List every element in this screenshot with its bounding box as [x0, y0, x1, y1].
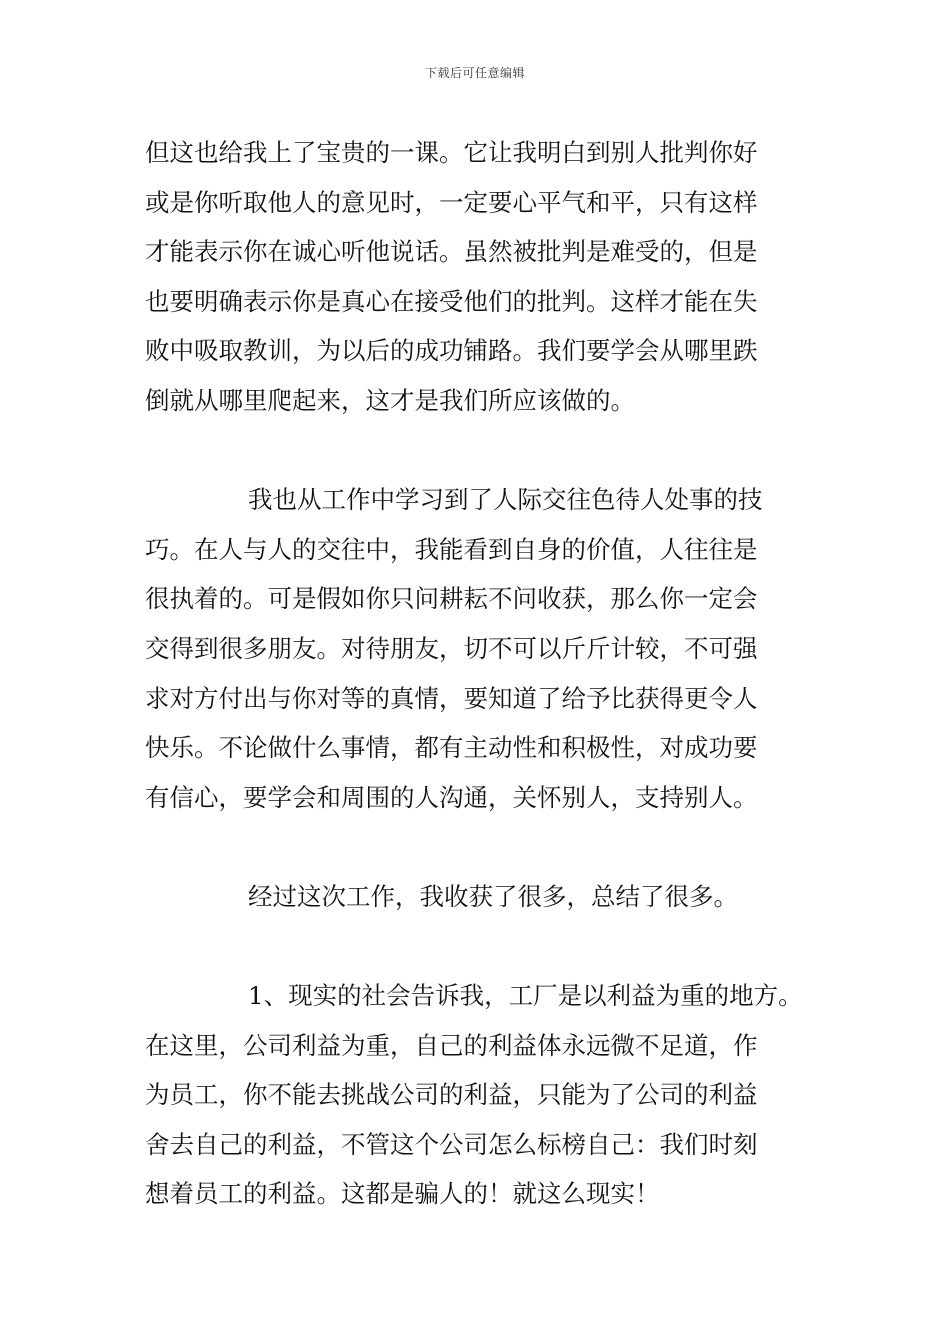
text-line: 1、现实的社会告诉我，工厂是以利益为重的地方。 — [248, 981, 803, 1011]
text-line: 舍去自己的利益，不管这个公司怎么标榜自己：我们时刻 — [145, 1129, 758, 1159]
paragraph-gap — [145, 426, 810, 476]
paragraph-4 — [145, 971, 810, 1219]
paragraph-gap — [145, 822, 810, 872]
paragraph-gap — [145, 922, 810, 972]
text-line: 经过这次工作，我收获了很多，总结了很多。 — [248, 881, 738, 911]
text-line: 交得到很多朋友。对待朋友，切不可以斤斤计较，不可强 — [145, 633, 758, 663]
paragraph-3 — [145, 872, 810, 922]
text-line: 倒就从哪里爬起来，这才是我们所应该做的。 — [145, 385, 635, 415]
text-line: 求对方付出与你对等的真情，要知道了给予比获得更令人 — [145, 683, 758, 713]
text-line: 想着员工的利益。这都是骗人的！就这么现实！ — [145, 1179, 660, 1209]
text-line: 快乐。不论做什么事情，都有主动性和积极性，对成功要 — [145, 733, 758, 763]
text-line: 但这也给我上了宝贵的一课。它让我明白到别人批判你好 — [145, 138, 758, 167]
text-line: 才能表示你在诚心听他说话。虽然被批判是难受的，但是 — [145, 237, 758, 267]
text-line: 也要明确表示你是真心在接受他们的批判。这样才能在失 — [145, 286, 758, 316]
paragraph-1 — [145, 128, 810, 426]
page-header: 下载后可任意编辑 — [424, 66, 525, 80]
text-line: 很执着的。可是假如你只问耕耘不问收获，那么你一定会 — [145, 584, 758, 614]
paragraph-2 — [145, 475, 810, 822]
document-body — [145, 128, 810, 1219]
text-line: 有信心，要学会和周围的人沟通，关怀别人，支持别人。 — [145, 782, 758, 812]
text-line: 为员工，你不能去挑战公司的利益，只能为了公司的利益 — [145, 1080, 758, 1110]
text-line: 我也从工作中学习到了人际交往色待人处事的技 — [248, 485, 763, 515]
text-line: 败中吸取教训，为以后的成功铺路。我们要学会从哪里跌 — [145, 336, 758, 366]
text-line: 或是你听取他人的意见时，一定要心平气和平，只有这样 — [145, 187, 758, 217]
text-line: 巧。在人与人的交往中，我能看到自身的价值，人往往是 — [145, 534, 758, 564]
text-line: 在这里，公司利益为重，自己的利益体永远微不足道，作 — [145, 1030, 758, 1060]
